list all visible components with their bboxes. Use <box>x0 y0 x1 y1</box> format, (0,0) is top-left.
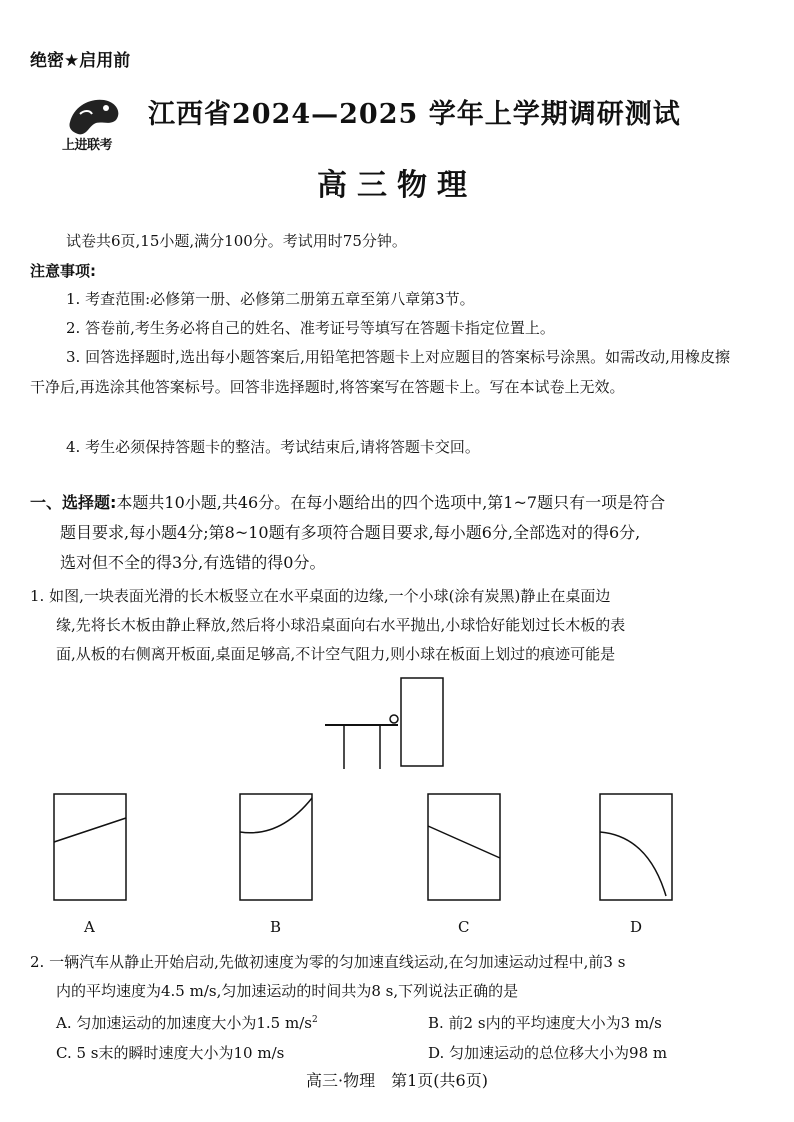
option-d-figure <box>596 792 676 904</box>
q2-option-d: D. 匀加速运动的总位移大小为98 m <box>428 1044 668 1062</box>
question-text: 内的平均速度为4.5 m/s,匀加速运动的时间共为8 s,下列说法正确的是 <box>56 982 519 1000</box>
note-item: 1. 考查范围:必修第一册、必修第二册第五章至第八章第3节。 <box>66 290 475 308</box>
option-d-label: D <box>630 918 643 936</box>
q2-option-a <box>56 1012 318 1033</box>
section-title: 一、选择题: <box>30 493 117 512</box>
section-desc: 本题共10小题,共46分。在每小题给出的四个选项中,第1~7题只有一项是符合 <box>116 493 666 512</box>
note-item: 2. 答卷前,考生务必将自己的姓名、准考证号等填写在答题卡指定位置上。 <box>66 319 555 337</box>
section-desc: 题目要求,每小题4分;第8~10题有多项符合题目要求,每小题6分,全部选对的得6分, <box>60 523 641 542</box>
option-b-figure <box>236 792 316 904</box>
question-text: 面,从板的右侧离开板面,桌面足够高,不计空气阻力,则小球在板面上划过的痕迹可能是 <box>56 645 616 663</box>
option-c-figure <box>424 792 504 904</box>
notes-heading: 注意事项: <box>30 262 96 280</box>
question-text: 2. 一辆汽车从静止开始启动,先做初速度为零的匀加速直线运动,在匀加速运动过程中,前3 s <box>30 953 626 971</box>
confidential-label: 绝密★启用前 <box>30 51 131 71</box>
option-c-label: C <box>458 918 470 936</box>
superscript: 2 <box>311 1015 318 1025</box>
question-1 <box>30 582 625 669</box>
section-desc: 选对但不全的得3分,有选错的得0分。 <box>60 553 326 572</box>
section-heading <box>30 488 665 578</box>
question-2 <box>30 948 625 1006</box>
question-text: 缘,先将长木板由静止释放,然后将小球沿桌面向右水平抛出,小球恰好能划过长木板的表 <box>56 616 626 634</box>
option-a-label: A <box>84 918 95 936</box>
option-text: A. 匀加速运动的加速度大小为1.5 m/s <box>56 1014 312 1032</box>
ball <box>390 715 398 723</box>
option-b-label: B <box>270 918 282 936</box>
option-a-figure <box>50 792 130 904</box>
page-footer: 高三·物理 第1页(共6页) <box>306 1071 488 1090</box>
long-board <box>401 678 443 766</box>
exam-title: 江西省2024—2025 学年上学期调研测试 <box>148 99 681 130</box>
note-item: 3. 回答选择题时,选出每小题答案后,用铅笔把答题卡上对应题目的答案标号涂黑。如需改动,用橡皮擦干净后,再选涂其他答案标号。回答非选择题时,将答案写在答题卡上。写在本试卷上无效。 <box>30 348 730 396</box>
setup-figure <box>320 670 480 770</box>
question-text: 1. 如图,一块表面光滑的长木板竖立在水平桌面的边缘,一个小球(涂有炭黑)静止在桌面边 <box>30 587 611 605</box>
subject-title: 高三物理 <box>317 168 477 203</box>
exam-intro: 试卷共6页,15小题,满分100分。考试用时75分钟。 <box>66 232 407 250</box>
q2-option-b: B. 前2 s内的平均速度大小为3 m/s <box>428 1014 662 1032</box>
q2-option-c: C. 5 s末的瞬时速度大小为10 m/s <box>56 1044 285 1062</box>
note-item: 4. 考生必须保持答题卡的整洁。考试结束后,请将答题卡交回。 <box>66 438 480 456</box>
logo-text: 上进联考 <box>62 138 113 153</box>
